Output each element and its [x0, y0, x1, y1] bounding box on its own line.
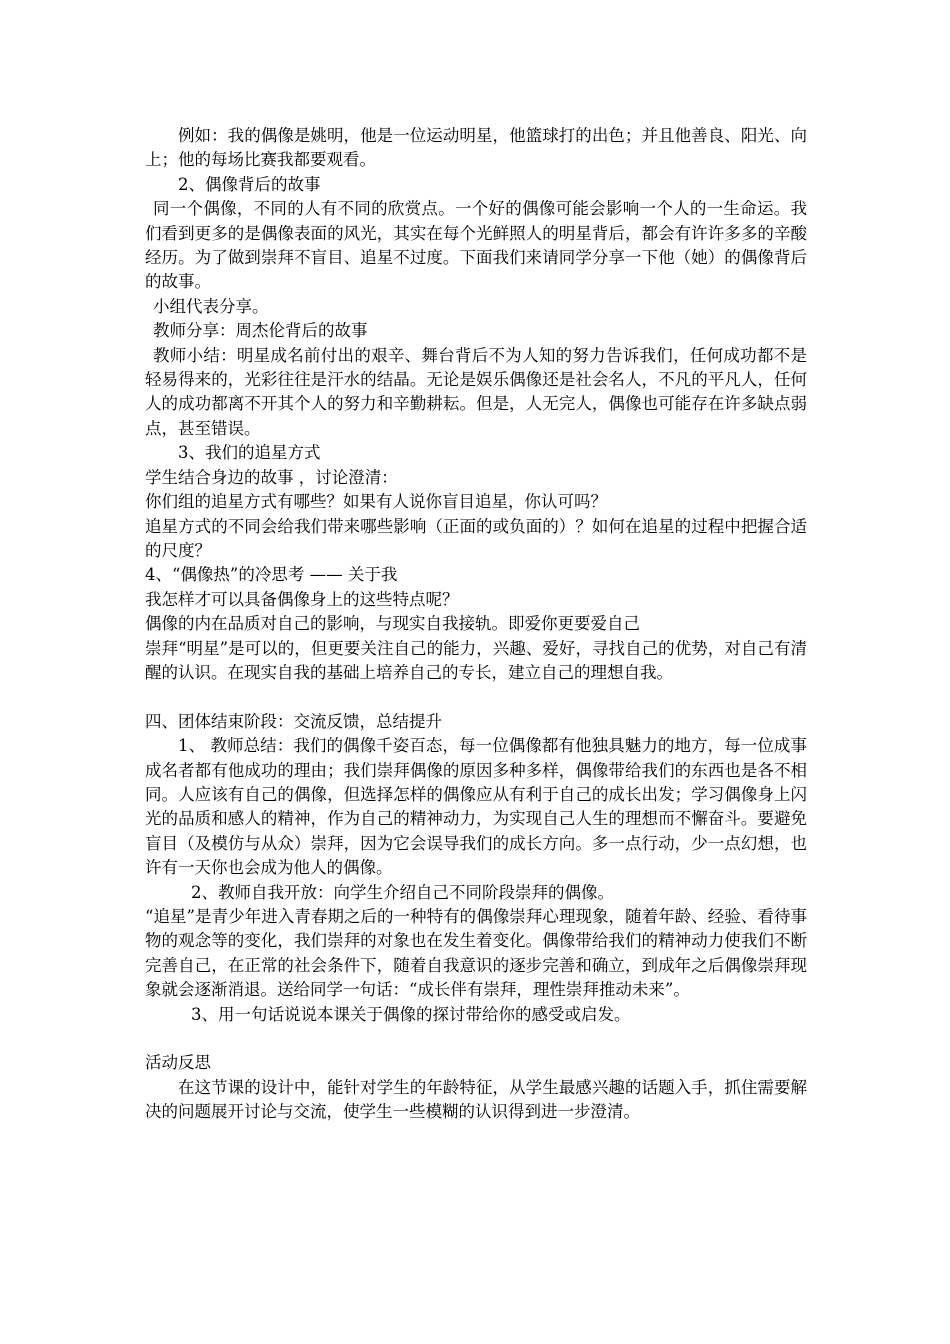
section-heading-activity-reflection: 活动反思 — [145, 1053, 211, 1073]
paragraph-inner-quality: 偶像的内在品质对自己的影响，与现实自我接轨。即爱你更要爱自己 — [145, 614, 640, 634]
paragraph-one-sentence: 3、用一句话说说本课关于偶像的探讨带给你的感受或启发。 — [191, 1004, 631, 1024]
document-body — [145, 124, 807, 1125]
paragraph-worship-stars: 崇拜“明星”是可以的，但更要关注自己的能力，兴趣、爱好，寻找自己的优势，对自己有清醒的认识。在现实自我的基础上培养自己的专长，建立自己的理想自我。 — [145, 638, 807, 682]
section-heading-reflection: 4、“偶像热”的冷思考 —— 关于我 — [145, 565, 398, 585]
paragraph-star-chasing-phenomenon: “追星”是青少年进入青春期之后的一种特有的偶像崇拜心理现象，随着年龄、经验、看待事物的观念等的变化，我们崇拜的对象也在发生着变化。偶像带给我们的精神动力使我们不断完善自己，在正常的社会条件下，随着自我意识的逐步完善和确立，到成年之后偶像崇拜现象就会逐渐消退。送给同学一句话：“成长伴有崇拜，理性崇拜推动未来”。 — [145, 906, 807, 1000]
paragraph-teacher-conclusion: 1、 教师总结：我们的偶像千姿百态，每一位偶像都有他独具魅力的地方，每一位成事成名者都有他成功的理由；我们崇拜偶像的原因多种多样，偶像带给我们的东西也是各不相同。人应该有自己的偶像，但选择怎样的偶像应从有利于自己的成长出发；学习偶像身上闪光的品质和感人的精神，作为自己的精神动力，为实现自己人生的理想而不懈奋斗。要避免盲目（及模仿与从众）崇拜，因为它会误导我们的成长方向。多一点行动，少一点幻想，也许有一天你也会成为他人的偶像。 — [145, 736, 807, 878]
blank-line — [145, 1027, 807, 1051]
section-heading-closing-stage: 四、团体结束阶段：交流反馈，总结提升 — [145, 711, 442, 731]
paragraph-teacher-self-disclosure: 2、教师自我开放：向学生介绍自己不同阶段崇拜的偶像。 — [191, 882, 614, 902]
paragraph-example-yao-ming: 例如：我的偶像是姚明，他是一位运动明星，他篮球打的出色；并且他善良、阳光、向上；他的每场比赛我都要观看。 — [145, 126, 807, 170]
paragraph-question-2: 追星方式的不同会给我们带来哪些影响（正面的或负面的）？如何在追星的过程中把握合适的尺度？ — [145, 516, 807, 560]
paragraph-question-1: 你们组的追星方式有哪些？如果有人说你盲目追星，你认可吗？ — [145, 492, 607, 512]
paragraph-idol-story: 同一个偶像，不同的人有不同的欣赏点。一个好的偶像可能会影响一个人的一生命运。我们看到更多的是偶像表面的风光，其实在每个光鲜照人的明星背后，都会有许许多多的辛酸经历。为了做到崇拜不盲目、追星不过度。下面我们来请同学分享一下他（她）的偶像背后的故事。 — [145, 199, 807, 292]
paragraph-teacher-summary: 教师小结：明星成名前付出的艰辛、舞台背后不为人知的努力告诉我们，任何成功都不是轻易得来的，光彩往往是汗水的结晶。无论是娱乐偶像还是社会名人，不凡的平凡人，任何人的成功都离不开其个人的努力和辛勤耕耘。但是，人无完人，偶像也可能存在许多缺点弱点，甚至错误。 — [145, 345, 807, 438]
paragraph-discussion: 学生结合身边的故事 ，讨论澄清： — [145, 467, 398, 487]
paragraph-reflection: 在这节课的设计中，能针对学生的年龄特征，从学生最感兴趣的话题入手，抓住需要解决的问题展开讨论与交流，使学生一些模糊的认识得到进一步澄清。 — [145, 1077, 807, 1122]
paragraph-question-3: 我怎样才可以具备偶像身上的这些特点呢？ — [145, 589, 459, 609]
paragraph-group-share: 小组代表分享。 — [153, 296, 269, 316]
paragraph-teacher-share: 教师分享：周杰伦背后的故事 — [153, 321, 368, 341]
section-heading-idol-story: 2、偶像背后的故事 — [178, 174, 321, 194]
blank-line — [145, 685, 807, 709]
section-heading-star-chasing: 3、我们的追星方式 — [178, 443, 321, 463]
